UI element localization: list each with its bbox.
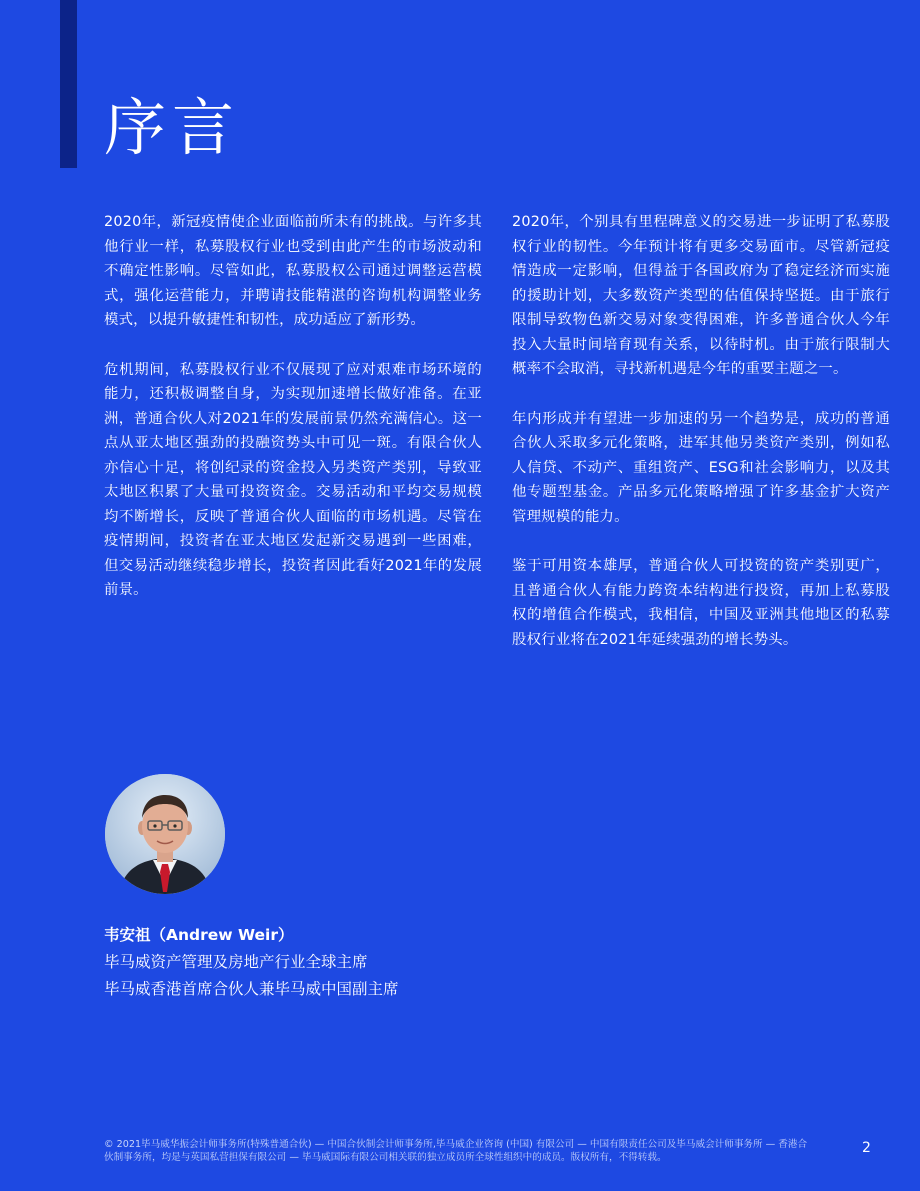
right-column <box>512 210 890 677</box>
title-accent-bar <box>60 0 77 168</box>
author-role-2: 毕马威香港首席合伙人兼毕马威中国副主席 <box>104 980 399 998</box>
left-paragraph-1: 2020年，新冠疫情使企业面临前所未有的挑战。与许多其他行业一样，私募股权行业也受到由此产生的市场波动和不确定性影响。尽管如此，私募股权公司通过调整运营模式，强化运营能力，并聘请技能精湛的咨询机构调整业务模式，以提升敏捷性和韧性，成功适应了新形势。 <box>104 214 482 328</box>
right-paragraph-2: 年内形成并有望进一步加速的另一个趋势是，成功的普通合伙人采取多元化策略，进军其他另类资产类别，例如私人信贷、不动产、重组资产、ESG和社会影响力，以及其他专题型基金。产品多元化策略增强了许多基金扩大资产管理规模的能力。 <box>512 410 890 525</box>
right-paragraph-3: 鉴于可用资本雄厚，普通合伙人可投资的资产类别更广，且普通合伙人有能力跨资本结构进行投资，再加上私募股权的增值合作模式，我相信，中国及亚洲其他地区的私募股权行业将在2021年延续强劲的增长势头。 <box>512 558 890 648</box>
author-portrait <box>105 774 225 894</box>
right-paragraph-1: 2020年，个别具有里程碑意义的交易进一步证明了私募股权行业的韧性。今年预计将有更多交易面市。尽管新冠疫情造成一定影响，但得益于各国政府为了稳定经济而实施的援助计划，大多数资产类型的估值保持坚挺。由于旅行限制导致物色新交易对象变得困难，许多普通合伙人今年投入大量时间培育现有关系，以待时机。由于旅行限制大概率不会取消，寻找新机遇是今年的重要主题之一。 <box>512 214 890 377</box>
page-title: 序言 <box>104 91 241 164</box>
author-name: 韦安祖（Andrew Weir） <box>104 926 294 944</box>
portrait-illustration <box>105 774 225 894</box>
author-role-1: 毕马威资产管理及房地产行业全球主席 <box>104 953 368 971</box>
left-paragraph-2: 危机期间，私募股权行业不仅展现了应对艰难市场环境的能力，还积极调整自身，为实现加速增长做好准备。在亚洲，普通合伙人对2021年的发展前景仍然充满信心。这一点从亚太地区强劲的投融资势头中可见一斑。有限合伙人亦信心十足，将创纪录的资金投入另类资产类别，导致亚太地区积累了大量可投资资金。交易活动和平均交易规模均不断增长，反映了普通合伙人面临的市场机遇。尽管在疫情期间，投资者在亚太地区发起新交易遇到一些困难，但交易活动继续稳步增长，投资者因此看好2021年的发展前景。 <box>104 361 482 598</box>
page-number: 2 <box>862 1140 871 1156</box>
footer-copyright: © 2021毕马威华振会计师事务所(特殊普通合伙) — 中国合伙制会计师事务所,毕马威企业咨询 (中国) 有限公司 — 中国有限责任公司及毕马威会计师事务所 — 香港合伙制事务所，均是与英国私营担保有限公司 — 毕马威国际有限公司相关联的独立成员所全球性组织中的成员。版权所有，不得转载。 <box>104 1139 808 1163</box>
left-column <box>104 210 482 628</box>
signature-block <box>104 922 399 1003</box>
